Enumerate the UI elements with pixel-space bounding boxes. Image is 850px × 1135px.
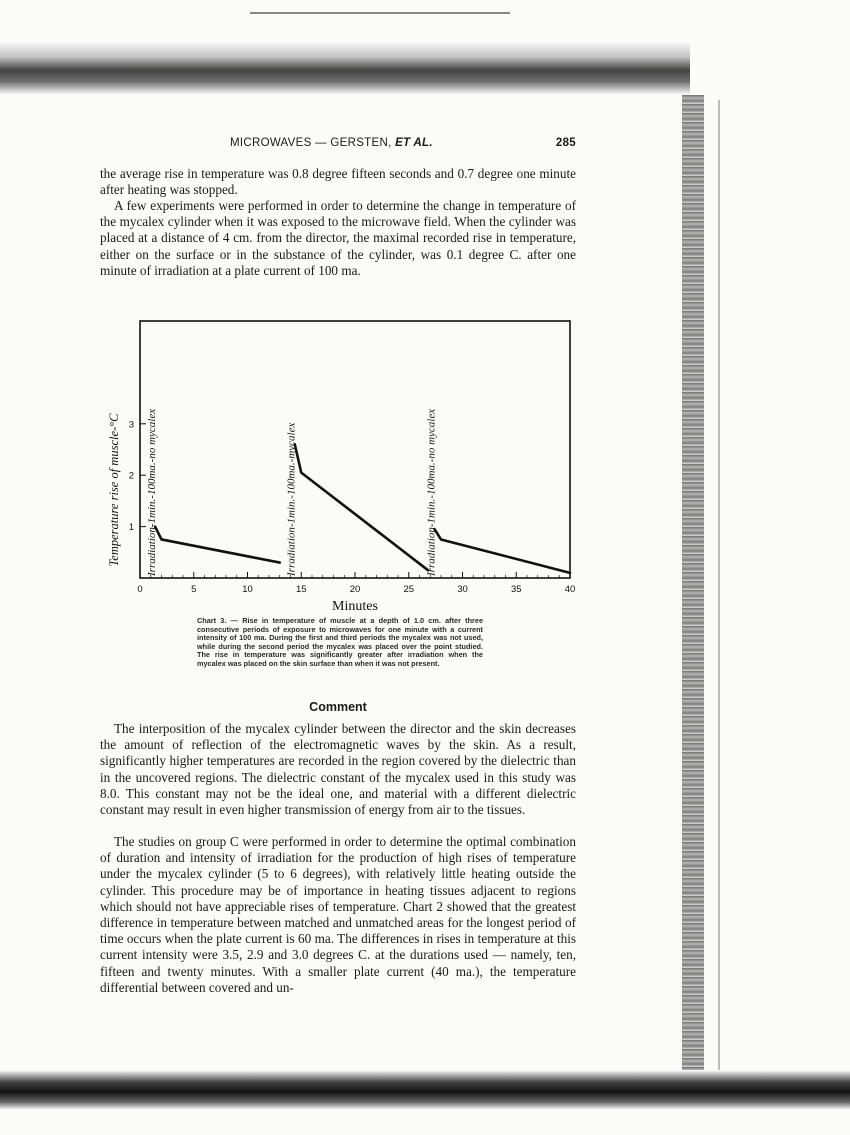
section-heading-comment: Comment	[309, 700, 367, 714]
running-head	[230, 137, 576, 155]
y-axis-label: Temperature rise of muscle-°C	[107, 413, 121, 567]
x-tick-label: 30	[457, 584, 468, 595]
temperature-series-line	[435, 529, 570, 573]
paragraph-2: A few experiments were performed in order to determine the change in temperature of the mycalex cylinder when it was exposed to the microwave field. When the cylinder was placed at a distance of 4 cm. from the director, the maximal recorded rise in temperature, either on the surface or in the substance of the cylinder, was 0.1 degree C. after one minute of irradiation at a plate current of 100 ma.	[100, 198, 576, 278]
plot-frame	[140, 321, 570, 578]
x-tick-label: 35	[510, 584, 522, 595]
temperature-series-line	[295, 444, 428, 570]
x-axis-label: Minutes	[332, 599, 378, 614]
caption-label: Chart 3. —	[197, 616, 238, 625]
chart-svg	[100, 315, 590, 625]
chart-3	[100, 315, 590, 625]
scan-right-rule	[718, 100, 720, 1080]
scan-right-edge	[682, 95, 704, 1075]
irradiation-annotation: Irradiation-1min.-100ma.-mycalex	[285, 422, 298, 576]
x-tick-label: 5	[191, 584, 197, 595]
irradiation-annotation: Irradiation-1min.-100ma.-no mycalex	[425, 408, 438, 576]
y-tick-label: 1	[128, 522, 134, 534]
paragraph-3: The interposition of the mycalex cylinder between the director and the skin decreases the amount of reflection of the electromagnetic waves by the skin. As a result, significantly higher temperatures are recorded in the region covered by the dielectric than in the uncovered regions. The dielectric constant of the mycalex used in this study was 8.0. This constant may not be the ideal one, and material with a different dielectric constant may result in even higher transmission of energy from air to the tissues.	[100, 721, 576, 818]
irradiation-annotation: Irradiation-1min.-100ma.-no mycalex	[145, 408, 158, 576]
running-title-etal: ET AL.	[395, 137, 433, 149]
x-tick-label: 10	[242, 584, 253, 595]
x-tick-label: 25	[403, 584, 415, 595]
x-tick-label: 20	[349, 584, 361, 595]
chart-caption	[197, 617, 483, 669]
scan-top-shadow	[0, 40, 690, 95]
temperature-series-line	[155, 527, 280, 563]
x-tick-label: 40	[564, 584, 576, 595]
paragraph-1: the average rise in temperature was 0.8 degree fifteen seconds and 0.7 degree one minute after heating was stopped.	[100, 166, 576, 198]
scan-top-rule	[250, 12, 510, 14]
x-tick-label: 0	[137, 584, 143, 595]
y-tick-label: 2	[128, 470, 134, 482]
y-tick-label: 3	[128, 419, 134, 431]
caption-text: Rise in temperature of muscle at a depth of 1.0 cm. after three consecutive periods of exposure to microwaves for one minute with a current intensity of 100 ma. During the first and third periods the mycalex was not used, while during the second period the mycalex was placed over the point studied. The rise in temperature was significantly greater after irradiation when the mycalex was placed on the skin surface than when it was not present.	[197, 616, 484, 668]
x-tick-label: 15	[295, 584, 307, 595]
running-title	[230, 137, 433, 149]
page-number: 285	[555, 137, 576, 149]
paragraph-4: The studies on group C were performed in order to determine the optimal combination of duration and intensity of irradiation for the production of high rises of temperature under the mycalex cylinder (5 to 6 degrees), with relatively little heating outside the cylinder. This procedure may be of importance in heating tissues adjacent to regions which should not have appreciable rises of temperature. Chart 2 showed that the greatest difference in temperature between matched and unmatched areas for the longest period of time occurs when the plate current is 60 ma. The differences in rises in temperature at this current intensity were 3.5, 2.9 and 3.0 degrees C. at the durations used — namely, ten, fifteen and twenty minutes. With a smaller plate current (40 ma.), the temperature differential between covered and un-	[100, 834, 576, 995]
running-title-main: MICROWAVES — GERSTEN,	[230, 137, 392, 149]
scan-bottom-shadow	[0, 1070, 850, 1110]
